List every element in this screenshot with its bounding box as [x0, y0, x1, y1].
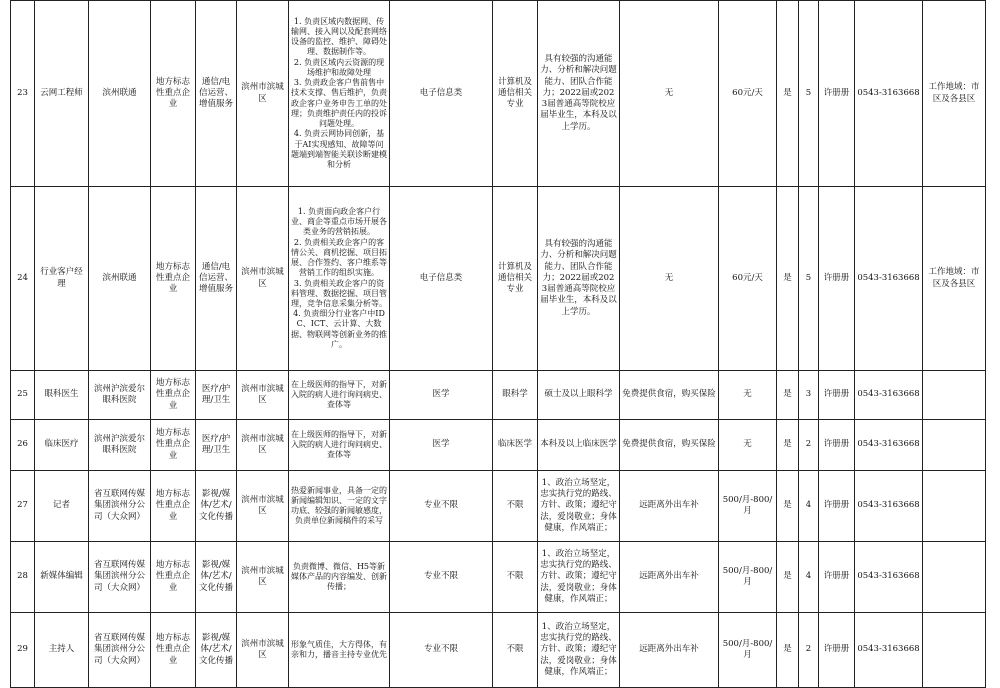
salary-cell: 500/月-800/月	[719, 542, 777, 613]
employer-type-cell: 地方标志性重点企业	[151, 1, 196, 187]
salary-cell: 60元/天	[719, 187, 777, 371]
headcount-cell: 2	[799, 613, 819, 688]
employer-type-cell: 地方标志性重点企业	[151, 542, 196, 613]
major-category-cell: 专业不限	[390, 471, 493, 542]
major-category-cell: 电子信息类	[390, 187, 493, 371]
major-category-cell: 专业不限	[390, 613, 493, 688]
employer-name-cell: 滨州沪滨爱尔眼科医院	[89, 371, 151, 420]
industry-cell: 影视/媒体/艺术/文化传播	[196, 613, 237, 688]
work-location-cell: 滨州市滨城区	[237, 187, 289, 371]
employer-name-cell: 省互联网传媒集团滨州分公司（大众网）	[89, 542, 151, 613]
benefits-cell: 免费提供食宿，购买保险	[620, 371, 719, 420]
note-cell: 工作地域：市区及各县区	[923, 1, 986, 187]
qualification-requirement-cell: 1、政治立场坚定，忠实执行党的路线、方针、政策；遵纪守法，爱岗敬业；身体健康，作风端正；	[538, 471, 620, 542]
duty-item: 热爱新闻事业，具备一定的新闻编辑知识、一定的文字功底、较强的新闻敏感度，负责单位新闻稿件的采写	[291, 485, 387, 526]
employer-type-cell: 地方标志性重点企业	[151, 471, 196, 542]
qualification-requirement-cell: 1、政治立场坚定，忠实执行党的路线、方针、政策；遵纪守法，爱岗敬业；身体健康，作风端正；	[538, 542, 620, 613]
major-requirement-cell: 计算机及通信相关专业	[493, 1, 538, 187]
duty-item: 负责微博、微信、H5等新媒体产品的内容编发、创新传播；	[291, 561, 387, 592]
job-duties-cell	[289, 613, 390, 688]
major-category-cell: 医学	[390, 371, 493, 420]
job-duties-cell	[289, 1, 390, 187]
major-requirement-cell: 不限	[493, 542, 538, 613]
table-row	[11, 420, 986, 471]
note-cell	[923, 420, 986, 471]
major-requirement-cell: 计算机及通信相关专业	[493, 187, 538, 371]
contact-person-cell: 许册册	[819, 542, 855, 613]
table-row	[11, 471, 986, 542]
duty-item: 2. 负责相关政企客户的客情公关、商机挖掘、项目拓展、合作签约、客户维系等营销工作的组织实施。	[291, 237, 387, 278]
row-number-cell: 28	[11, 542, 35, 613]
flag-yes-cell: 是	[777, 471, 799, 542]
note-cell	[923, 471, 986, 542]
employer-type-cell: 地方标志性重点企业	[151, 613, 196, 688]
flag-yes-cell: 是	[777, 542, 799, 613]
qualification-requirement-cell: 1、政治立场坚定，忠实执行党的路线、方针、政策；遵纪守法，爱岗敬业；身体健康，作风端正；	[538, 613, 620, 688]
major-category-cell: 专业不限	[390, 542, 493, 613]
work-location-cell: 滨州市滨城区	[237, 471, 289, 542]
flag-yes-cell: 是	[777, 1, 799, 187]
job-table	[10, 0, 986, 688]
employer-type-cell: 地方标志性重点企业	[151, 420, 196, 471]
industry-cell: 影视/媒体/艺术/文化传播	[196, 542, 237, 613]
note-cell	[923, 542, 986, 613]
salary-cell: 无	[719, 420, 777, 471]
duty-item: 3. 负责政企客户售前售中技术支撑、售后维护，负责政企客户业务申告工单的处理；负责维护责任内的投诉问题处理。	[291, 78, 387, 129]
flag-yes-cell: 是	[777, 613, 799, 688]
table-row	[11, 1, 986, 187]
note-cell: 工作地域：市区及各县区	[923, 187, 986, 371]
position-name-cell: 云网工程师	[35, 1, 89, 187]
table-row	[11, 371, 986, 420]
employer-name-cell: 省互联网传媒集团滨州分公司（大众网）	[89, 613, 151, 688]
position-name-cell: 记者	[35, 471, 89, 542]
employer-type-cell: 地方标志性重点企业	[151, 187, 196, 371]
employer-name-cell: 省互联网传媒集团滨州分公司（大众网）	[89, 471, 151, 542]
qualification-requirement-cell: 具有较强的沟通能力、分析和解决问题能力、团队合作能力；2022届或2023届普通高等院校应届毕业生，本科及以上学历。	[538, 1, 620, 187]
major-category-cell: 电子信息类	[390, 1, 493, 187]
contact-phone-cell: 0543-3163668	[855, 371, 923, 420]
flag-yes-cell: 是	[777, 187, 799, 371]
salary-cell: 60元/天	[719, 1, 777, 187]
table-row	[11, 613, 986, 688]
row-number-cell: 29	[11, 613, 35, 688]
contact-phone-cell: 0543-3163668	[855, 1, 923, 187]
duty-item: 4. 负责细分行业客户中IDC、ICT、云计算、大数据、物联网等创新业务的推广。	[291, 309, 387, 349]
flag-yes-cell: 是	[777, 371, 799, 420]
major-requirement-cell: 眼科学	[493, 371, 538, 420]
work-location-cell: 滨州市滨城区	[237, 420, 289, 471]
row-number-cell: 25	[11, 371, 35, 420]
duty-item: 1. 负责区域内数据网、传输网、接入网以及配套网络设备的监控、维护、障碍处理、数据制作等。	[291, 16, 387, 57]
job-duties-cell	[289, 187, 390, 371]
employer-type-cell: 地方标志性重点企业	[151, 371, 196, 420]
contact-phone-cell: 0543-3163668	[855, 187, 923, 371]
benefits-cell: 免费提供食宿，购买保险	[620, 420, 719, 471]
contact-phone-cell: 0543-3163668	[855, 613, 923, 688]
row-number-cell: 24	[11, 187, 35, 371]
contact-person-cell: 许册册	[819, 420, 855, 471]
headcount-cell: 4	[799, 542, 819, 613]
work-location-cell: 滨州市滨城区	[237, 542, 289, 613]
job-duties-cell	[289, 471, 390, 542]
position-name-cell: 新媒体编辑	[35, 542, 89, 613]
position-name-cell: 临床医疗	[35, 420, 89, 471]
job-duties-cell	[289, 420, 390, 471]
major-requirement-cell: 临床医学	[493, 420, 538, 471]
position-name-cell: 行业客户经理	[35, 187, 89, 371]
salary-cell: 无	[719, 371, 777, 420]
table-row	[11, 187, 986, 371]
table-row	[11, 542, 986, 613]
flag-yes-cell: 是	[777, 420, 799, 471]
duty-item: 4. 负责云网协同创新，基于AI实现感知、故障等问题端到端智能关联诊断建模和分析	[291, 129, 387, 170]
duty-item: 2. 负责区域内云资源的现场维护和故障处理	[293, 57, 385, 77]
duty-item: 在上级医师的指导下，对新入院的病人进行询问病史、查体等	[291, 429, 387, 460]
note-cell	[923, 371, 986, 420]
contact-person-cell: 许册册	[819, 1, 855, 187]
headcount-cell: 5	[799, 1, 819, 187]
industry-cell: 通信/电信运营、增值服务	[196, 1, 237, 187]
benefits-cell: 远距离外出车补	[620, 613, 719, 688]
duty-item: 3. 负责相关政企客户的资料管理、数据挖掘、项目管理，竞争信息采集分析等。	[291, 278, 387, 308]
contact-phone-cell: 0543-3163668	[855, 471, 923, 542]
job-duties-cell	[289, 371, 390, 420]
row-number-cell: 26	[11, 420, 35, 471]
industry-cell: 医疗/护理/卫生	[196, 371, 237, 420]
contact-person-cell: 许册册	[819, 471, 855, 542]
benefits-cell: 无	[620, 1, 719, 187]
major-requirement-cell: 不限	[493, 613, 538, 688]
salary-cell: 500/月-800/月	[719, 471, 777, 542]
industry-cell: 通信/电信运营、增值服务	[196, 187, 237, 371]
position-name-cell: 眼科医生	[35, 371, 89, 420]
headcount-cell: 3	[799, 371, 819, 420]
industry-cell: 医疗/护理/卫生	[196, 420, 237, 471]
headcount-cell: 5	[799, 187, 819, 371]
work-location-cell: 滨州市滨城区	[237, 1, 289, 187]
work-location-cell: 滨州市滨城区	[237, 613, 289, 688]
headcount-cell: 2	[799, 420, 819, 471]
employer-name-cell: 滨州联通	[89, 1, 151, 187]
duty-item: 1. 负责面向政企客户行业、商企等重点市场开展各类业务的营销拓展。	[291, 206, 387, 237]
qualification-requirement-cell: 本科及以上临床医学	[538, 420, 620, 471]
row-number-cell: 27	[11, 471, 35, 542]
work-location-cell: 滨州市滨城区	[237, 371, 289, 420]
headcount-cell: 4	[799, 471, 819, 542]
salary-cell: 500/月-800/月	[719, 613, 777, 688]
employer-name-cell: 滨州联通	[89, 187, 151, 371]
employer-name-cell: 滨州沪滨爱尔眼科医院	[89, 420, 151, 471]
contact-phone-cell: 0543-3163668	[855, 542, 923, 613]
qualification-requirement-cell: 硕士及以上眼科学	[538, 371, 620, 420]
duty-item: 在上级医师的指导下，对新入院的病人进行询问病史、查体等	[291, 379, 387, 410]
major-category-cell: 医学	[390, 420, 493, 471]
contact-person-cell: 许册册	[819, 613, 855, 688]
contact-phone-cell: 0543-3163668	[855, 420, 923, 471]
qualification-requirement-cell: 具有较强的沟通能力、分析和解决问题能力、团队合作能力；2022届或2023届普通高等院校应届毕业生，本科及以上学历。	[538, 187, 620, 371]
position-name-cell: 主持人	[35, 613, 89, 688]
duty-item: 形象气质佳，大方得体，有亲和力，播音主持专业优先	[291, 639, 387, 659]
contact-person-cell: 许册册	[819, 371, 855, 420]
benefits-cell: 无	[620, 187, 719, 371]
benefits-cell: 远距离外出车补	[620, 471, 719, 542]
industry-cell: 影视/媒体/艺术/文化传播	[196, 471, 237, 542]
row-number-cell: 23	[11, 1, 35, 187]
benefits-cell: 远距离外出车补	[620, 542, 719, 613]
note-cell	[923, 613, 986, 688]
job-duties-cell	[289, 542, 390, 613]
contact-person-cell: 许册册	[819, 187, 855, 371]
major-requirement-cell: 不限	[493, 471, 538, 542]
